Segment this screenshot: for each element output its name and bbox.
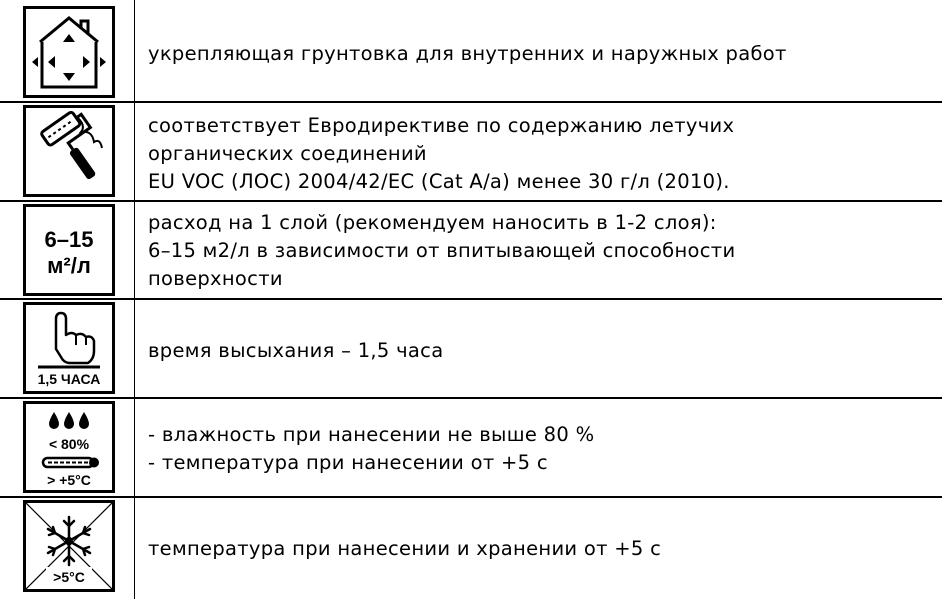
drying-time-label: 1,5 ЧАСА: [37, 371, 101, 387]
coverage-unit: м²/л: [47, 253, 91, 278]
text-line: время высыхания – 1,5 часа: [148, 339, 444, 362]
text-line: EU VOC (ЛОС) 2004/42/EC (Cat A/a) менее 30 г/л (2010).: [148, 170, 730, 193]
table-row: [0, 0, 942, 101]
row-text: [148, 40, 928, 68]
paint-roller-icon: [23, 105, 115, 197]
humidity-label: < 80%: [48, 436, 90, 452]
table-row: [0, 498, 942, 599]
humidity-thermometer-icon: [23, 401, 115, 493]
table-row: [0, 399, 942, 496]
text-line: соответствует Евродирективе по содержанию летучих: [148, 114, 735, 137]
row-text: [148, 209, 928, 293]
touch-finger-icon: [23, 302, 115, 394]
text-line: укрепляющая грунтовка для внутренних и наружных работ: [148, 42, 787, 65]
coverage-value: 6–15: [44, 227, 94, 252]
text-line: 6–15 м2/л в зависимости от впитывающей способности: [148, 239, 736, 262]
coverage-icon: [23, 204, 115, 296]
row-text: [148, 535, 928, 563]
storage-temperature-label: >5°C: [53, 569, 85, 585]
text-line: - влажность при нанесении не выше 80 %: [148, 423, 595, 446]
table-row: [0, 201, 942, 298]
row-text: [148, 337, 928, 365]
table-row: [0, 300, 942, 397]
row-text: [148, 421, 928, 477]
text-line: - температура при нанесении от +5 с: [148, 451, 548, 474]
house-arrows-icon: [23, 6, 115, 98]
table-row: [0, 102, 942, 200]
text-line: температура при нанесении и хранении от +5 с: [148, 537, 662, 560]
snowflake-icon: [23, 500, 115, 592]
row-text: [148, 112, 928, 196]
text-line: органических соединений: [148, 142, 427, 165]
text-line: поверхности: [148, 267, 283, 290]
text-line: расход на 1 слой (рекомендуем наносить в 1-2 слоя):: [148, 211, 717, 234]
temperature-label: > +5°C: [47, 472, 91, 488]
